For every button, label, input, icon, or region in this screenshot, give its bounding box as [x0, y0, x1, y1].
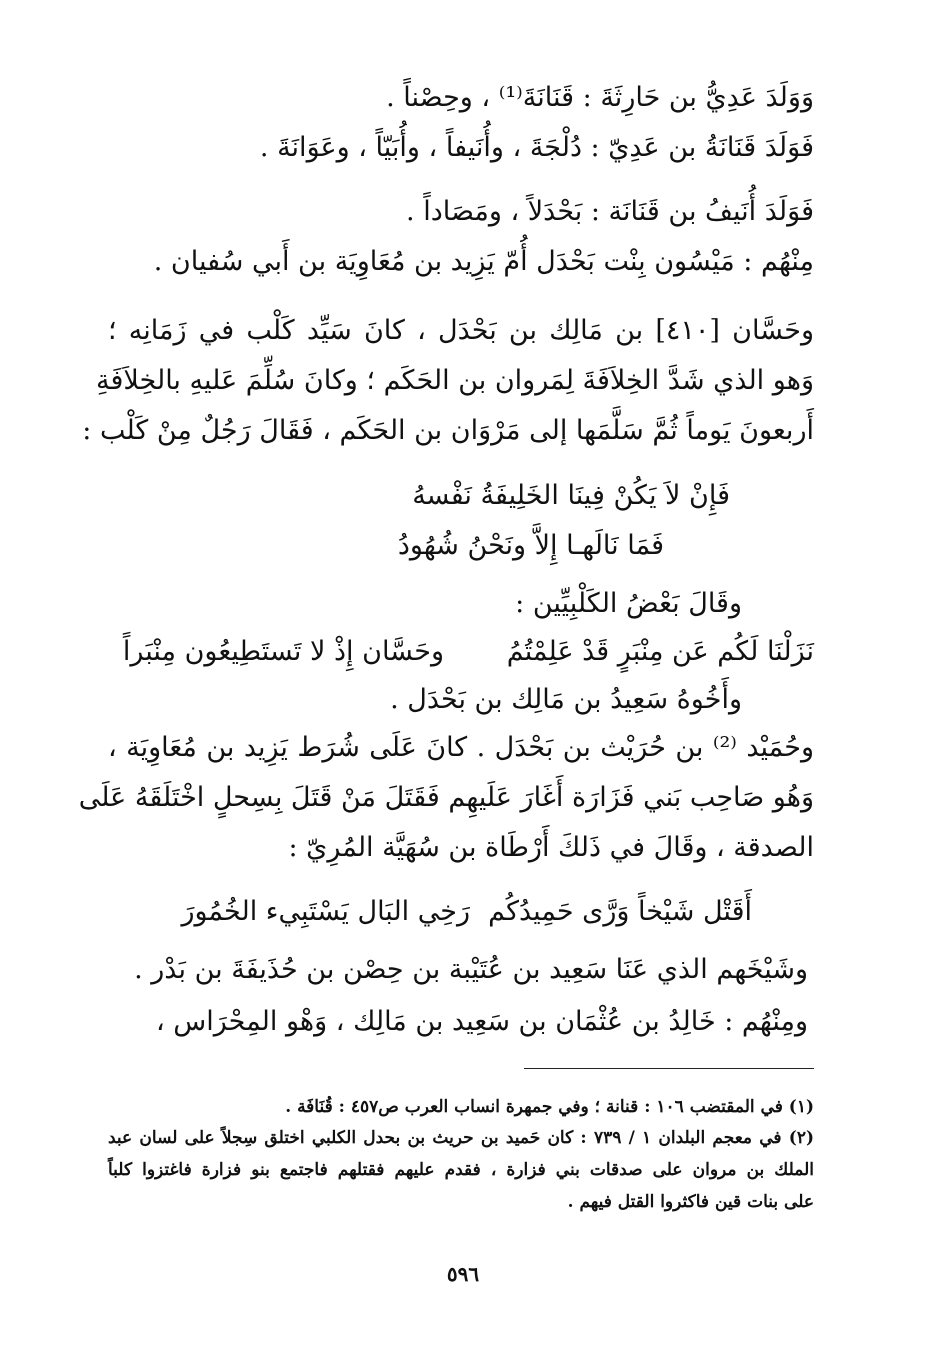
- body-line: وقَالَ بَعْضُ الكَلْبِيِّين :: [515, 588, 742, 619]
- footnote-separator: [524, 1068, 814, 1069]
- body-line: وأَخُوهُ سَعِيدُ بن مَالِك بن بَحْدَل .: [390, 684, 742, 715]
- verse-hemistich: وحَسَّان إِذْ لا تَستَطِيعُون مِنْبَراً: [122, 636, 444, 667]
- verse-hemistich: فَإِنْ لاَ يَكُنْ فِينَا الخَلِيفَةُ نَفْسهُ: [412, 480, 730, 511]
- footnote-1: (١) في المقتضب ١٠٦ : قنانة ؛ وفي جمهرة انساب العرب ص٤٥٧ : قُنَافَة .: [285, 1097, 814, 1117]
- verse-hemistich: فَمَا نَالَهـا إِلاَّ ونَحْنُ شُهُودُ: [397, 530, 664, 561]
- body-line: الصدقة ، وقَالَ في ذَلكَ أَرْطَاة بن سُهَيَّة المُرِيّ :: [288, 832, 814, 863]
- body-line: وشَيْخَهم الذي عَنَا سَعِيد بن عُتَيْبة بن حِصْن بن حُذَيفَةَ بن بَدْر .: [134, 954, 808, 985]
- verse-hemistich: رَخِي البَال يَسْتَبِيء الخُمُورَ: [181, 896, 470, 927]
- body-line: أَربعونَ يَوماً ثُمَّ سَلَّمَها إلى مَرْوَان بن الحَكَم ، فَقَالَ رَجُلٌ مِنْ كَلْب :: [82, 415, 814, 446]
- body-line: مِنْهُم : مَيْسُون بِنْت بَحْدَل أُمّ يَزِيد بن مُعَاوِيَة بن أَبي سُفيان .: [153, 246, 814, 277]
- page-number: ٥٩٦: [446, 1262, 480, 1286]
- verse-hemistich: أَقَتْل شَيْخاً وَرَّى حَمِيدُكُم: [488, 896, 752, 927]
- body-line: وَهُو صَاحِب بَني فَزَارَة أَغَارَ عَلَيهِم فَقَتَلَ مَنْ قَتَلَ بِسِحلٍ اخْتَلَقَهُ عَلَى: [78, 782, 814, 813]
- footnote-2-line: (٢) في معجم البلدان ١ / ٧٣٩ : كان حَميد بن حريث بن بحدل الكلبي اختلق سِجلاً على لسان عبد: [108, 1128, 814, 1148]
- verse-hemistich: نَزَلْنَا لَكُم عَن مِنْبَرٍ قَدْ عَلِمْتُمُ: [506, 636, 814, 667]
- body-line: وحُمَيْد ⁽²⁾ بن حُرَيْث بن بَحْدَل . كانَ عَلَى شُرَط يَزِيد بن مُعَاوِيَة ،: [108, 732, 815, 763]
- footnote-2-line: على بنات قين فاكثروا القتل فيهم .: [567, 1192, 814, 1212]
- body-line: وحَسَّان [٤١٠] بن مَالِك بن بَحْدَل ، كانَ سَيِّد كَلْب في زَمَانِه ؛: [108, 315, 814, 346]
- body-line: فَوَلَدَ قَنَانَةُ بن عَدِيّ : دُلْجَةَ ، وأُنَيفاً ، وأُبَيّاً ، وعَوَانَةَ .: [259, 132, 814, 163]
- body-line: وَهو الذي شَدَّ الخِلاَفَةَ لِمَروان بن الحَكَم ؛ وكانَ سُلِّمَ عَليهِ بالخِلاَفَةِ: [96, 365, 814, 396]
- body-line: وَوَلَدَ عَدِيُّ بن حَارِثَةَ : قَنَانَةَ⁽¹⁾ ، وحِصْناً .: [386, 82, 814, 113]
- body-line: فَوَلَدَ أُنَيفُ بن قَنَانَة : بَحْدَلاً ، ومَصَاداً .: [406, 196, 814, 227]
- footnote-2-line: الملك بن مروان على صدقات بني فزارة ، فقدم عليهم فقتلهم فاجتمع بنو فزارة فاغتزوا كلباً: [108, 1160, 814, 1180]
- body-line: ومِنْهُم : خَالِدُ بن عُثْمَان بن سَعِيد بن مَالِك ، وَهْو المِحْرَاس ،: [155, 1006, 808, 1037]
